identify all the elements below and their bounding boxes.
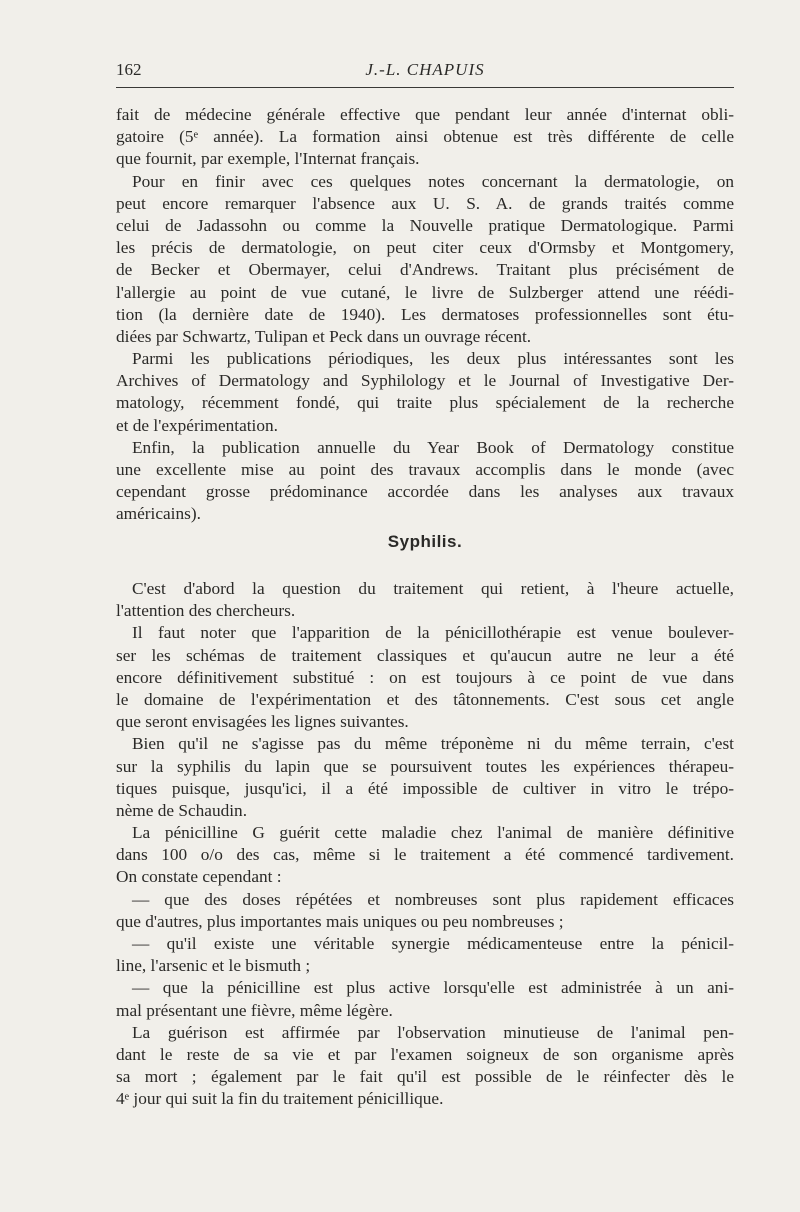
text-line: — que des doses répétées et nombreuses sont plus rapidement efficaces [132, 889, 734, 909]
text-line: américains). [116, 504, 201, 524]
body-text-bottom [116, 578, 734, 1111]
paragraph [116, 977, 734, 1021]
text-line: dant le reste de sa vie et par l'examen soigneux de son organisme après [116, 1044, 734, 1064]
text-line: sa mort ; également par le fait qu'il est possible de le réinfecter dès le [116, 1067, 734, 1087]
page-number: 162 [116, 60, 142, 79]
paragraph [116, 171, 734, 349]
text-line: l'attention des chercheurs. [116, 601, 296, 621]
text-line: tiques puisque, jusqu'ici, il a été impossible de cultiver in vitro le trépo- [116, 778, 734, 798]
paragraph [116, 822, 734, 889]
header-rule [116, 87, 734, 88]
text-line: La guérison est affirmée par l'observation minutieuse de l'animal pen- [132, 1022, 734, 1042]
text-line: 4ᵉ jour qui suit la fin du traitement pénicillique. [116, 1089, 444, 1109]
paragraph [116, 933, 734, 977]
text-line: Bien qu'il ne s'agisse pas du même tréponème ni du même terrain, c'est [132, 734, 734, 754]
text-line: ser les schémas de traitement classiques et qu'aucun autre ne leur a été [116, 645, 734, 665]
text-line: que d'autres, plus importantes mais uniques ou peu nombreuses ; [116, 911, 564, 931]
text-line: gatoire (5ᵉ année). La formation ainsi obtenue est très différente de celle [116, 127, 734, 147]
text-line: Parmi les publications périodiques, les deux plus intéressantes sont les [132, 349, 734, 369]
paragraph [116, 348, 734, 437]
paragraph [116, 578, 734, 622]
text-line: une excellente mise au point des travaux accomplis dans le monde (avec [116, 460, 734, 479]
text-line: La pénicilline G guérit cette maladie chez l'animal de manière définitive [132, 823, 734, 843]
text-line: fait de médecine générale effective que pendant leur année d'internat obli- [116, 105, 734, 124]
text-line: matology, récemment fondé, qui traite plus spécialement de la recherche [116, 393, 734, 413]
text-line: que seront envisagées les lignes suivantes. [116, 712, 409, 732]
text-line: nème de Schaudin. [116, 800, 248, 820]
paragraph [116, 889, 734, 933]
paragraph [116, 437, 734, 526]
text-line: peut encore remarquer l'absence aux U. S. A. de grands traités comme [116, 193, 734, 213]
text-line: sur la syphilis du lapin que se poursuivent toutes les expériences thérapeu- [116, 756, 734, 776]
paragraph [116, 622, 734, 733]
paragraph [116, 104, 734, 171]
paragraph [116, 733, 734, 822]
running-head: J.-L. CHAPUIS [365, 60, 485, 79]
paragraph [116, 1022, 734, 1111]
text-line: cependant grosse prédominance accordée dans les analyses aux travaux [116, 482, 734, 502]
text-line: Pour en finir avec ces quelques notes concernant la dermatologie, on [132, 171, 734, 191]
text-line: les précis de dermatologie, on peut citer ceux d'Ormsby et Montgomery, [116, 238, 734, 258]
text-line: encore définitivement substitué : on est toujours à ce point de vue dans [116, 667, 734, 687]
text-line: dans 100 o/o des cas, même si le traitement a été commencé tardivement. [116, 845, 734, 865]
page-header [116, 58, 734, 84]
text-line: mal présentant une fièvre, même légère. [116, 1000, 393, 1020]
text-line: tion (la dernière date de 1940). Les dermatoses professionnelles sont étu- [116, 304, 734, 324]
text-line: que fournit, par exemple, l'Internat français. [116, 149, 420, 169]
text-line: On constate cependant : [116, 867, 282, 887]
text-line: l'allergie au point de vue cutané, le livre de Sulzberger attend une réédi- [116, 282, 734, 302]
text-line: — qu'il existe une véritable synergie médicamenteuse entre la pénicil- [132, 934, 734, 953]
text-line: de Becker et Obermayer, celui d'Andrews. Traitant plus précisément de [116, 260, 734, 280]
text-line: le domaine de l'expérimentation et des tâtonnements. C'est sous cet angle [116, 689, 734, 709]
text-line: Enfin, la publication annuelle du Year Book of Dermatology constitue [132, 437, 734, 457]
body-text-top [116, 104, 734, 526]
text-line: line, l'arsenic et le bismuth ; [116, 956, 311, 976]
text-line: celui de Jadassohn ou comme la Nouvelle pratique Dermatologique. Parmi [116, 215, 734, 235]
section-title: Syphilis. [387, 532, 463, 551]
text-line: — que la pénicilline est plus active lorsqu'elle est administrée à un ani- [132, 978, 734, 998]
text-line: diées par Schwartz, Tulipan et Peck dans un ouvrage récent. [116, 326, 532, 346]
text-line: Archives of Dermatology and Syphilology et le Journal of Investigative Der- [116, 371, 734, 391]
text-line: et de l'expérimentation. [116, 415, 278, 435]
text-line: C'est d'abord la question du traitement qui retient, à l'heure actuelle, [132, 579, 734, 598]
text-line: Il faut noter que l'apparition de la pénicillothérapie est venue boulever- [132, 623, 734, 643]
